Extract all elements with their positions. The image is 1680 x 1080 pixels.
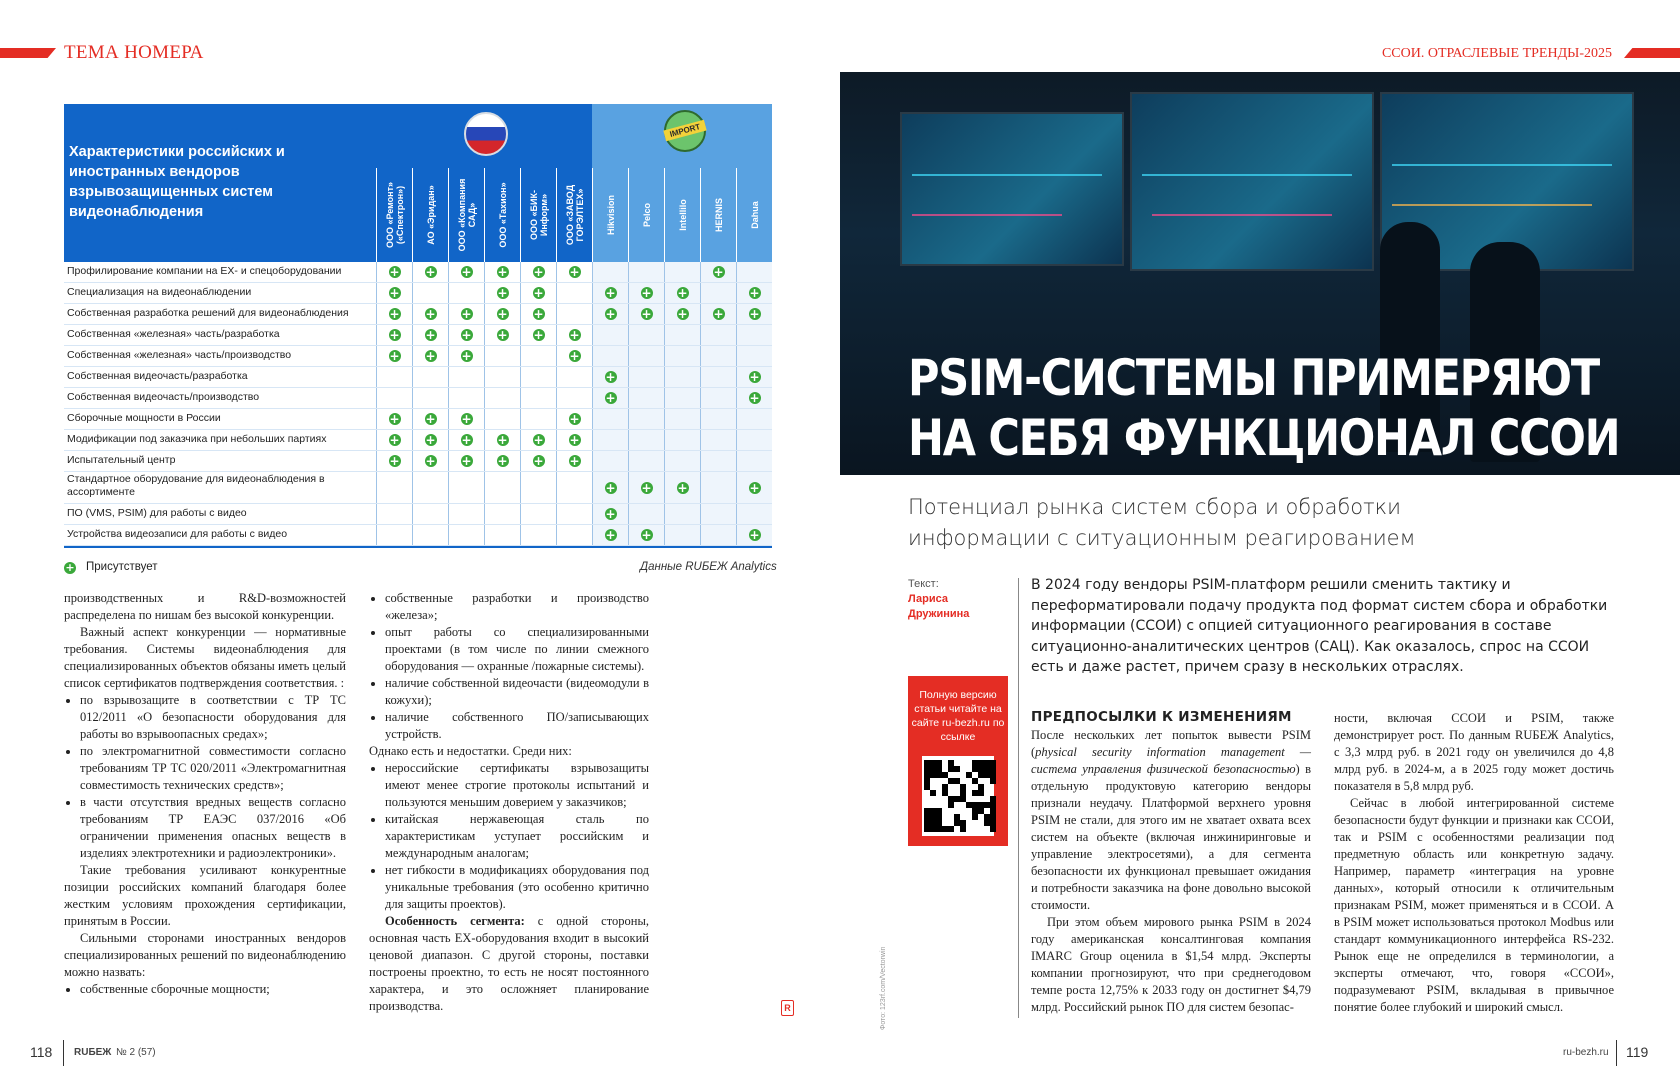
check-icon xyxy=(664,304,700,324)
table-cell xyxy=(700,283,736,303)
row-label: Специализация на видеонаблюдении xyxy=(67,286,252,298)
table-cell xyxy=(736,430,772,450)
column-header: ООО «Компания САД» xyxy=(448,168,484,262)
check-icon xyxy=(592,283,628,303)
table-cell xyxy=(484,409,520,429)
table-cell xyxy=(700,525,736,545)
row-label: ПО (VMS, PSIM) для работы с видео xyxy=(67,507,247,519)
table-cell xyxy=(664,388,700,408)
check-icon xyxy=(484,451,520,471)
section-label-left: ТЕМА НОМЕРА xyxy=(64,42,204,63)
check-icon xyxy=(520,430,556,450)
check-icon xyxy=(484,262,520,282)
table-cell xyxy=(628,504,664,524)
table-cell xyxy=(484,472,520,503)
table-cell xyxy=(700,367,736,387)
paragraph: Однако есть и недостатки. Среди них: xyxy=(369,744,572,758)
table-cell xyxy=(700,346,736,366)
column-header: ООО «ЗАВОД ГОРЭЛТЕХ» xyxy=(556,168,592,262)
row-label: Профилирование компании на EX- и спецоборудовании xyxy=(67,265,342,277)
table-cell xyxy=(592,325,628,345)
table-cell xyxy=(556,283,592,303)
row-label: Модификации под заказчика при небольших партиях xyxy=(67,433,327,445)
table-cell xyxy=(700,472,736,503)
footer-divider xyxy=(63,1040,64,1066)
table-cell xyxy=(628,451,664,471)
check-icon xyxy=(700,304,736,324)
screen-panel xyxy=(900,112,1124,266)
divider xyxy=(1018,578,1019,1018)
table-cell xyxy=(664,525,700,545)
table-cell xyxy=(448,388,484,408)
check-icon xyxy=(412,325,448,345)
column-header: ООО «Ремонт» («Спектрон») xyxy=(376,168,412,262)
check-icon xyxy=(448,262,484,282)
check-icon xyxy=(376,409,412,429)
table-cell xyxy=(700,325,736,345)
table-row xyxy=(64,304,772,325)
table-row xyxy=(64,409,772,430)
column-header: Pelco xyxy=(628,168,664,262)
check-icon xyxy=(592,304,628,324)
table-cell xyxy=(520,409,556,429)
table-row xyxy=(64,472,772,504)
table-cell xyxy=(664,367,700,387)
site-url[interactable]: ru-bezh.ru xyxy=(1563,1047,1609,1058)
row-label: Сборочные мощности в России xyxy=(67,412,221,424)
table-cell xyxy=(520,504,556,524)
table-cell xyxy=(700,504,736,524)
list-item: • по электромагнитной совместимости согласно требованиям ТР ТС 020/2011 «Электромагнитная совместимость технических средств»; xyxy=(80,743,346,794)
table-cell xyxy=(592,409,628,429)
table-cell xyxy=(412,283,448,303)
table-cell xyxy=(628,346,664,366)
paragraph: ности, включая ССОИ и PSIM, также демонстрирует рост. По данным RUБЕЖ Analytics, с 3,3 млрд руб. в 2021 году он увеличился до 4,8 млрд руб. в 2024-м, а в 2025 году может достичь показателя в 5,8 млрд руб. xyxy=(1334,711,1614,793)
table-cell xyxy=(736,262,772,282)
check-icon xyxy=(484,283,520,303)
check-icon xyxy=(448,304,484,324)
check-icon xyxy=(736,472,772,503)
check-icon xyxy=(556,409,592,429)
table-cell xyxy=(700,409,736,429)
check-icon xyxy=(412,409,448,429)
check-icon xyxy=(592,525,628,545)
column-header: Intellilo xyxy=(664,168,700,262)
table-legend: + Присутствует xyxy=(65,561,158,574)
list-item: • опыт работы со специализированными проектами (в том числе по линии смежного оборудования — охранные /пожарные системы). xyxy=(385,624,649,675)
table-cell xyxy=(700,388,736,408)
check-icon xyxy=(736,304,772,324)
check-icon xyxy=(592,388,628,408)
table-cell xyxy=(592,262,628,282)
footer-divider xyxy=(1616,1040,1617,1066)
check-icon xyxy=(592,504,628,524)
list-item: • наличие собственного ПО/записывающих устройств. xyxy=(385,709,649,743)
check-icon xyxy=(448,430,484,450)
paragraph: Сейчас в любой интегрированной системе безопасности будут функции и признаки как ССОИ, так и PSIM с особенностями реализации под предметную область или конкретную задачу. Например, параметр «интеграция на уровне данных», который относили к отличительным признакам PSIM, может применяться и в ССОИ. А в PSIM может использоваться протокол Modbus или стандарт коммуникационного интерфейса RS-232. Рынок еще не определился в терминологии, а эксперты отмечают, что, говоря «ССОИ», подразумевают PSIM, вкладывая в привычное понятие более глубокий и широкий смысл. xyxy=(1334,796,1614,1014)
table-cell xyxy=(664,451,700,471)
table-cell xyxy=(736,451,772,471)
check-icon xyxy=(556,262,592,282)
lead-paragraph: В 2024 году вендоры PSIM-платформ решили сменить тактику и переформатировали подачу продукта под формат систем сбора и обработки информации (ССОИ) с опцией ситуационного реагирования в составе ситуационно-аналитических центров (САЦ). Как оказалось, спрос на ССОИ есть и даже растет, причем сразу в нескольких отраслях. xyxy=(1031,577,1608,675)
table-cell xyxy=(628,325,664,345)
check-icon xyxy=(484,430,520,450)
table-cell xyxy=(376,388,412,408)
bold-lead: Особенность сегмента: xyxy=(385,914,525,928)
table-bottom-rule xyxy=(64,546,772,548)
paragraph: Важный аспект конкуренции — нормативные требования. Системы видеонаблюдения для специализированных объектов обязаны иметь целый список сертификатов подтверждения соответствия. : xyxy=(64,625,346,690)
table-cell xyxy=(556,388,592,408)
screen-panel xyxy=(1130,92,1374,271)
paragraph: Такие требования усиливают конкурентные позиции российских компаний благодаря более жестким условиям прохождения сертификации, принятым в России. xyxy=(64,863,346,928)
table-cell xyxy=(700,430,736,450)
table-cell xyxy=(628,409,664,429)
check-icon xyxy=(448,325,484,345)
table-row xyxy=(64,525,772,546)
row-label: Собственная видеочасть/разработка xyxy=(67,370,248,382)
table-cell xyxy=(412,504,448,524)
vendor-comparison-table xyxy=(64,104,772,552)
article-title: PSIM-СИСТЕМЫ ПРИМЕРЯЮТ НА СЕБЯ ФУНКЦИОНАЛ ССОИ xyxy=(908,349,1620,467)
table-cell xyxy=(556,472,592,503)
import-badge-icon: IMPORT xyxy=(664,110,706,152)
header-bar-right xyxy=(1624,48,1680,58)
row-label: Собственная «железная» часть/производство xyxy=(67,349,292,361)
check-icon xyxy=(376,430,412,450)
article-subtitle: Потенциал рынка систем сбора и обработки информации с ситуационным реагированием xyxy=(908,495,1416,550)
check-icon xyxy=(412,430,448,450)
qr-code-icon[interactable] xyxy=(922,756,994,836)
table-cell xyxy=(412,367,448,387)
paragraph: При этом объем мирового рынка PSIM в 2024 году американская консалтинговая компания IMARC Group оценила в $1,54 млрд. Эксперты компании прогнозируют, что при среднегодовом темпе роста 12,75% к 2033 году он достигнет $4,79 млрд. Российский рынок ПО для систем безопас- xyxy=(1031,915,1311,1014)
table-cell xyxy=(484,525,520,545)
check-icon xyxy=(700,262,736,282)
photo-credit: Фото: 123rf.com/Vectorwin xyxy=(880,946,887,1030)
table-cell xyxy=(664,430,700,450)
check-icon xyxy=(556,325,592,345)
russia-flag-icon xyxy=(464,112,508,156)
column-header: ООО «Тахион» xyxy=(484,168,520,262)
check-icon xyxy=(376,304,412,324)
table-cell xyxy=(736,325,772,345)
table-cell xyxy=(628,388,664,408)
check-icon xyxy=(736,283,772,303)
check-icon xyxy=(412,262,448,282)
list-item: • в части отсутствия вредных веществ согласно требованиям ТР ЕАЭС 037/2016 «Об ограничении применения опасных веществ в изделиях электротехники и радиоэлектроники». xyxy=(80,794,346,862)
list-item: • китайская нержавеющая сталь по характеристикам уступает российским и международным аналогам; xyxy=(385,811,649,862)
table-cell xyxy=(556,304,592,324)
check-icon xyxy=(412,451,448,471)
row-label: Собственная «железная» часть/разработка xyxy=(67,328,280,340)
table-cell xyxy=(412,472,448,503)
table-cell xyxy=(736,346,772,366)
table-cell xyxy=(520,525,556,545)
table-cell xyxy=(736,504,772,524)
check-icon xyxy=(484,325,520,345)
magazine-name: RUБЕЖ xyxy=(74,1047,112,1058)
table-row xyxy=(64,388,772,409)
table-row xyxy=(64,430,772,451)
table-cell xyxy=(628,262,664,282)
check-icon xyxy=(520,283,556,303)
check-icon xyxy=(484,304,520,324)
table-cell xyxy=(556,367,592,387)
column-header: HERNIS xyxy=(700,168,736,262)
row-label: Стандартное оборудование для видеонаблюдения в ассортименте xyxy=(67,473,325,498)
table-cell xyxy=(592,430,628,450)
table-cell xyxy=(448,367,484,387)
column-header: Hikvision xyxy=(592,168,628,262)
check-icon xyxy=(520,262,556,282)
check-icon xyxy=(592,367,628,387)
issue-number: № 2 (57) xyxy=(116,1047,156,1058)
table-source: Данные RUБЕЖ Analytics xyxy=(640,561,777,573)
table-cell xyxy=(520,472,556,503)
column-header: ООО «БИК-Информ» xyxy=(520,168,556,262)
paragraph: производственных и R&D-возможностей распределена по нишам без высокой конкуренции. xyxy=(64,591,346,622)
table-cell xyxy=(376,367,412,387)
list-item: • нероссийские сертификаты взрывозащиты имеют менее строгие протоколы испытаний и пользуются меньшим доверием у заказчиков; xyxy=(385,760,649,811)
table-cell xyxy=(736,409,772,429)
table-cell xyxy=(556,504,592,524)
byline: Текст: Лариса Дружинина xyxy=(908,578,970,620)
table-cell xyxy=(520,388,556,408)
hero-image xyxy=(840,72,1680,475)
table-row xyxy=(64,262,772,283)
check-icon xyxy=(376,451,412,471)
table-cell xyxy=(448,504,484,524)
check-icon xyxy=(592,472,628,503)
table-cell xyxy=(520,346,556,366)
table-cell xyxy=(628,367,664,387)
right-column-1: После нескольких лет попыток вывести PSIM (physical security information management — система управления физической безопасностью) в отдельную продуктовую категорию вендоры признали неудачу. Платформой верхнего уровня PSIM не стали, для этого им не хватает охвата всех систем на объекте (включая инжиниринговые и управление электросетями), а для сегмента безопасности их функционал превышает ожидания и потребности заказчика на фоне довольно высокой стоимости. При этом объем мирового рынка PSIM в 2024 году американская консалтинговая компания IMARC Group оценила в $1,54 млрд. Эксперты компании прогнозируют, что при среднегодовом темпе роста 12,75% к 2033 году он достигнет $4,79 млрд. Российский рынок ПО для систем безопас- xyxy=(1031,728,1311,1014)
table-row xyxy=(64,504,772,525)
check-icon xyxy=(520,451,556,471)
section-heading: ПРЕДПОСЫЛКИ К ИЗМЕНЕНИЯМ xyxy=(1031,709,1292,725)
row-label: Устройства видеозаписи для работы с видео xyxy=(67,528,288,540)
check-icon xyxy=(736,388,772,408)
table-cell xyxy=(664,262,700,282)
check-icon xyxy=(556,451,592,471)
check-icon xyxy=(448,346,484,366)
check-icon xyxy=(556,346,592,366)
row-label: Собственная разработка решений для видеонаблюдения xyxy=(67,307,349,319)
paragraph: с одной стороны, основная часть EX-оборудования входит в высокий ценовой диапазон. С другой стороны, поставки построены проектно, то есть не носят постоянного характера, и это осложняет планирование производства. xyxy=(369,914,649,1013)
check-icon xyxy=(376,325,412,345)
table-cell xyxy=(664,346,700,366)
table-row xyxy=(64,283,772,304)
table-title: Характеристики российских и иностранных вендоров взрывозащищенных систем видеонаблюдения xyxy=(64,104,376,262)
table-cell xyxy=(448,525,484,545)
table-cell xyxy=(484,388,520,408)
check-icon xyxy=(520,304,556,324)
right-column-2 xyxy=(1334,710,1614,1016)
table-cell xyxy=(412,388,448,408)
promo-box[interactable]: Полную версию статьи читайте на сайте ru-bezh.ru по ссылке xyxy=(908,676,1008,846)
check-icon xyxy=(736,367,772,387)
header-bar-left xyxy=(0,48,56,58)
check-icon xyxy=(412,304,448,324)
check-icon xyxy=(556,430,592,450)
check-icon xyxy=(664,283,700,303)
table-cell xyxy=(592,346,628,366)
table-cell xyxy=(520,367,556,387)
check-icon xyxy=(628,283,664,303)
table-cell xyxy=(376,472,412,503)
table-row xyxy=(64,367,772,388)
list-item: • наличие собственной видеочасти (видеомодули в кожухи); xyxy=(385,675,649,709)
table-cell xyxy=(556,525,592,545)
table-row xyxy=(64,451,772,472)
table-row xyxy=(64,325,772,346)
check-icon xyxy=(736,525,772,545)
check-icon xyxy=(412,346,448,366)
paragraph: Сильными сторонами иностранных вендоров специализированных решений по видеонаблюдению можно назвать: xyxy=(64,931,346,979)
check-icon: + xyxy=(65,561,75,574)
table-cell xyxy=(412,525,448,545)
check-icon xyxy=(628,472,664,503)
check-icon xyxy=(376,262,412,282)
page-number-left: 118 xyxy=(30,1044,53,1060)
table-cell xyxy=(376,525,412,545)
check-icon xyxy=(376,346,412,366)
table-cell xyxy=(376,504,412,524)
table-cell xyxy=(448,283,484,303)
row-label: Собственная видеочасть/производство xyxy=(67,391,260,403)
left-column-1 xyxy=(64,590,346,998)
list-item: • по взрывозащите в соответствии с ТР ТС 012/2011 «О безопасности оборудования для работы во взрывоопасных средах»; xyxy=(80,692,346,743)
table-cell xyxy=(628,430,664,450)
check-icon xyxy=(448,409,484,429)
table-cell xyxy=(592,451,628,471)
table-cell xyxy=(700,451,736,471)
section-label-right: ССОИ. ОТРАСЛЕВЫЕ ТРЕНДЫ-2025 xyxy=(1381,46,1612,61)
table-cell xyxy=(448,472,484,503)
row-label: Испытательный центр xyxy=(67,454,176,466)
table-cell xyxy=(484,504,520,524)
left-column-2 xyxy=(369,590,649,1015)
list-item: • нет гибкости в модификациях оборудования под уникальные требования (это особенно критично для защиты проектов). xyxy=(385,862,649,913)
table-cell xyxy=(664,504,700,524)
check-icon xyxy=(376,283,412,303)
check-icon xyxy=(448,451,484,471)
column-header: АО «Эридан» xyxy=(412,168,448,262)
table-cell xyxy=(664,325,700,345)
list-item: • собственные разработки и производство «железа»; xyxy=(385,590,649,624)
check-icon xyxy=(628,525,664,545)
column-header: Dahua xyxy=(736,168,772,262)
check-icon xyxy=(664,472,700,503)
check-icon xyxy=(628,304,664,324)
rubezh-logo-icon: R xyxy=(781,1000,794,1016)
page-number-right: 119 xyxy=(1626,1044,1649,1060)
table-row xyxy=(64,346,772,367)
table-cell xyxy=(484,346,520,366)
check-icon xyxy=(520,325,556,345)
table-cell xyxy=(484,367,520,387)
table-cell xyxy=(664,409,700,429)
list-item: • собственные сборочные мощности; xyxy=(80,981,346,998)
